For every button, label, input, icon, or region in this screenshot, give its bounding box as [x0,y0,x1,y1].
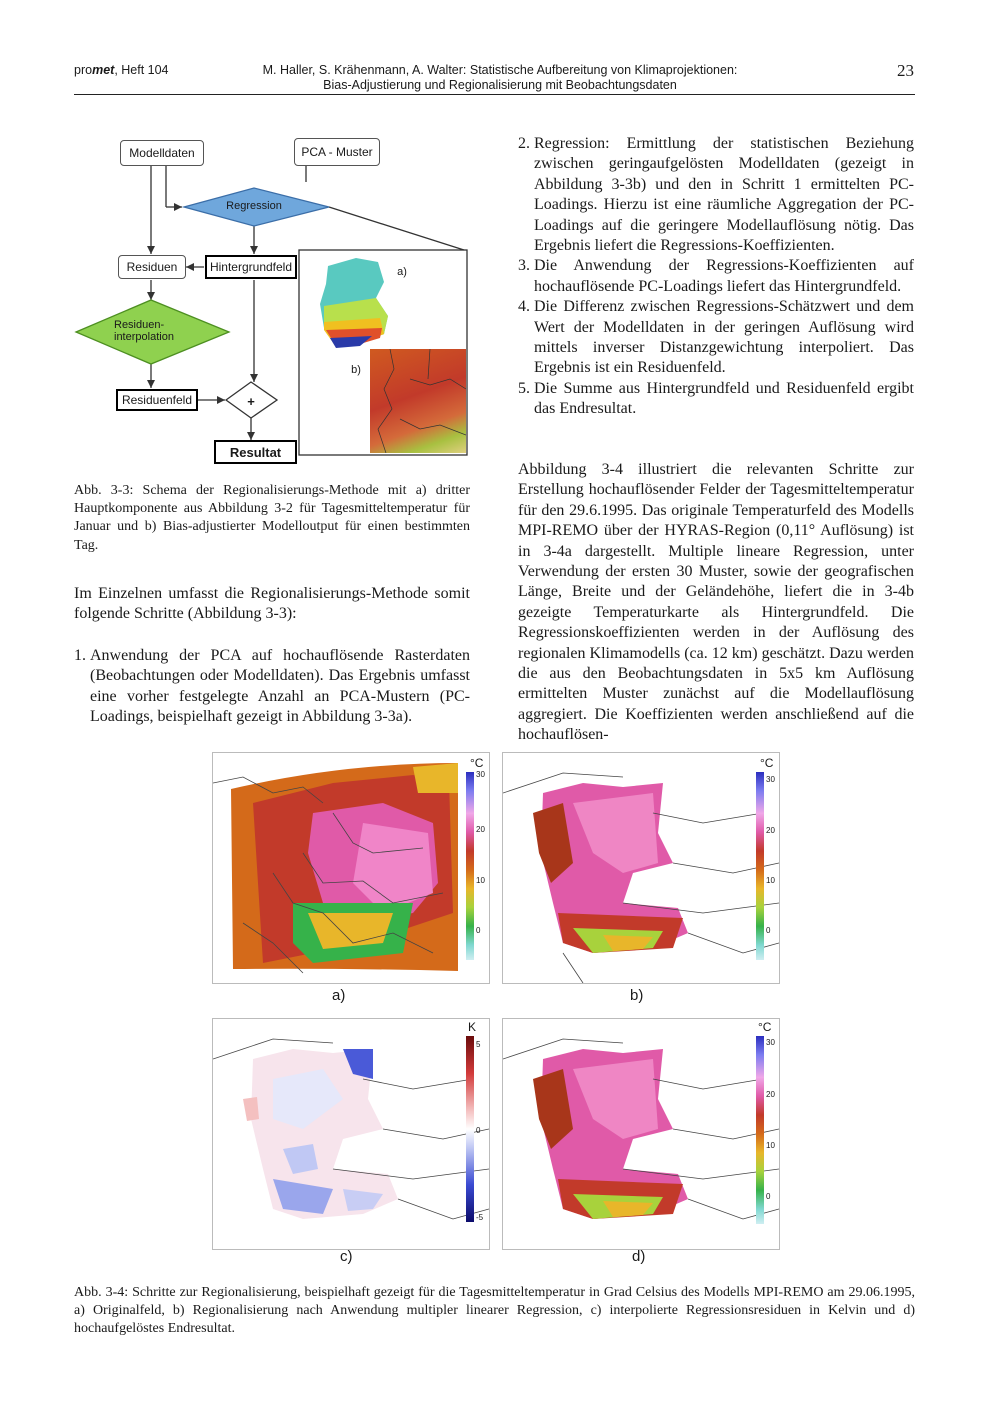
step-text: Die Differenz zwischen Regressions-Schätzwert und dem Wert der Modelldaten in der geringen Auflösung wird mittels inverser Distanzgewichtung interpoliert. Das Ergebnis ist ein Residuenfeld. [534,298,914,377]
tick-label-a: 30 [476,770,485,779]
tick-label-d: 10 [766,1141,775,1150]
residueninterpolation-label [114,319,189,343]
map-panel-a [212,752,490,984]
residuenfeld-label: Residuenfeld [121,393,193,407]
colorbar-d [756,1036,764,1224]
step-number: 5. [518,379,530,397]
step-text: Die Summe aus Hintergrundfeld und Residuenfeld ergibt das Endresultat. [534,379,914,418]
step-item [74,646,470,728]
map-panel-c [212,1018,490,1250]
inset-map-b [370,349,466,453]
panel-label-c: c) [340,1248,353,1265]
pca-muster-box [294,138,380,166]
inset-label-b: b) [351,364,361,376]
page-number: 23 [897,61,914,80]
tick-label-a: 10 [476,876,485,885]
unit-label-c: K [468,1020,477,1034]
tick-label-c: 5 [476,1040,481,1049]
hintergrundfeld-label: Hintergrundfeld [209,260,293,274]
step-item [518,297,914,379]
map-panel-d [502,1018,780,1250]
step-item [518,379,914,420]
running-title-line1: M. Haller, S. Krähenmann, A. Walter: Statistische Aufbereitung von Klimaprojektionen: [262,63,738,77]
steps-list-right [518,134,914,420]
tick-label-d: 20 [766,1090,775,1099]
running-title-line2: Bias-Adjustierung und Regionalisierung mit Beobachtungsdaten [323,78,677,92]
steps-list-left [74,646,470,728]
regression-label: Regression [226,200,282,212]
right-paragraph: Abbildung 3-4 illustriert die relevanten Schritte zur Erstellung hochauflösender Felder der Tagesmitteltemperatur für den 29.6.1995. Das originale Temperaturfeld des Modells MPI-REMO über der HYRAS-Region (0,11° Auflösung) ist in 3-4a dargestellt. Multiple lineare Regression, unter Verwendung der ersten 30 Muster, sowie der geografischen Länge, Breite und der Geländehöhe, liefert die in 3-4b gezeigte Temperaturkarte als Hintergrundfeld. Die Regressionskoeffizienten werden in der Auflösung des regionalen Klimamodells (ca. 12 km) geschätzt. Dazu werden die aus den Beobachtungsdaten in 5x5 km Auflösung ermittelten Muster zunächst auf die Modellauflösung aggregiert. Die Koeffizienten werden anschließend auf die hochauflösen- [518,461,914,744]
step-item [518,134,914,256]
inset-map-a [316,254,396,349]
colorbar-c [466,1036,474,1222]
residuenfeld-box [116,389,198,411]
journal-name: promet, Heft 104 [74,63,169,77]
left-intro-paragraph: Im Einzelnen umfasst die Regionalisierungs-Methode somit folgende Schritte (Abbildung 3-3): [74,585,470,623]
panel-label-b: b) [630,987,644,1004]
running-title [250,63,750,93]
modelldaten-label: Modelldaten [129,146,195,160]
tick-label-b: 0 [766,926,771,935]
unit-label-a: °C [470,756,484,770]
flowchart-figure [74,132,474,467]
inset-label-a: a) [397,266,407,278]
modelldaten-box [120,140,204,166]
step-text: Regression: Ermittlung der statistischen Beziehung zwischen geringaufgelösten Modelldaten (gezeigt in Abbildung 3-3b) und den in Schritt 1 ermittelten PC-Loadings. Hierzu ist eine räumliche Aggregation der PC-Loadings auf die geringere Modellauflösung nötig. Das Ergebnis liefert die Regressions-Koeffizienten. [534,135,914,255]
residueninterpolation-line1: Residuen- [114,319,165,331]
tick-label-b: 10 [766,876,775,885]
residueninterpolation-line2: interpolation [114,331,174,343]
caption-fig-3-4: Abb. 3-4: Schritte zur Regionalisierung, beispielhaft gezeigt für die Tagesmitteltemperatur in Grad Celsius des Modells MPI-REMO am 29.06.1995, a) Originalfeld, b) Regionalisierung nach Anwendung multipler linearer Regression, c) interpolierte Regressionsresiduen in Kelvin und d) hochaufgelöstes Endresultat. [74,1285,915,1337]
residuen-box [118,255,186,279]
tick-label-d: 0 [766,1192,771,1201]
step-number: 4. [518,298,530,316]
step-text: Anwendung der PCA auf hochauflösende Rasterdaten (Beobachtungen oder Modelldaten). Das Ergebnis umfasst eine vorher festgelegte Anzahl an PCA-Mustern (PC-Loadings, beispielhaft gezeigt in Abbildung 3-3a). [90,647,470,726]
colorbar-b [756,772,764,960]
resultat-label: Resultat [229,444,282,460]
tick-label-c: -5 [476,1213,484,1222]
residuen-label: Residuen [126,260,178,274]
plus-label: + [247,394,255,409]
unit-label-b: °C [760,756,774,770]
tick-label-b: 20 [766,826,775,835]
unit-label-d: °C [758,1020,772,1034]
header-rule [74,94,915,95]
step-item [518,256,914,297]
pca-muster-label: PCA - Muster [301,145,373,159]
panel-label-a: a) [332,987,346,1004]
hintergrundfeld-box [205,255,297,279]
step-number: 1. [74,647,86,664]
map-panel-b [502,752,780,984]
panel-label-d: d) [632,1248,646,1265]
step-number: 3. [518,257,530,275]
tick-label-d: 30 [766,1038,775,1047]
tick-label-c: 0 [476,1126,481,1135]
tick-label-a: 0 [476,926,481,935]
tick-label-a: 20 [476,825,485,834]
caption-fig-3-3: Abb. 3-3: Schema der Regionalisierungs-Methode mit a) dritter Hauptkomponente aus Abbildung 3-2 für Tagesmitteltemperatur für Januar und b) Bias-adjustierter Modelloutput für einen bestimmten Tag. [74,483,470,553]
tick-label-b: 30 [766,775,775,784]
step-number: 2. [518,135,530,152]
resultat-box [214,440,297,464]
colorbar-a [466,772,474,960]
step-text: Die Anwendung der Regressions-Koeffizienten auf hochauflösende PC-Loadings liefert das Hintergrundfeld. [534,257,914,295]
